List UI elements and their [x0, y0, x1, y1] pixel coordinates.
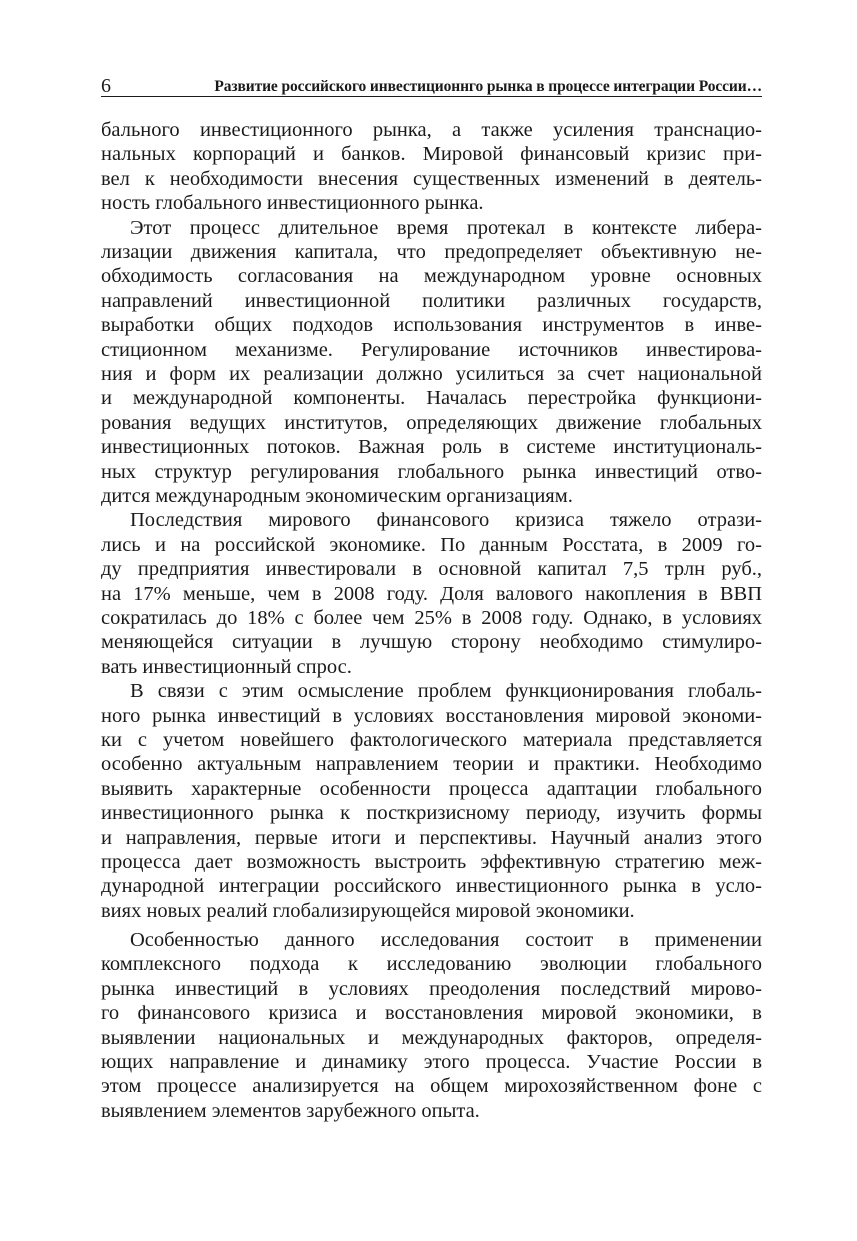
text-line: Особенностью данного исследования состоит в применении — [130, 929, 762, 951]
text-line: ность глобального инвестиционного рынка. — [101, 192, 484, 215]
text-line: выявлении национальных и международных факторов, определя- — [101, 1026, 762, 1049]
text-line: ющих направление и динамику этого процесса. Участие России в — [101, 1051, 762, 1073]
text-line: рынка инвестиций в условиях преодоления последствий мирово- — [101, 977, 762, 1000]
text-line: вел к необходимости внесения существенных изменений в деятель- — [101, 167, 762, 190]
text-line: виях новых реалий глобализирующейся мировой экономики. — [101, 899, 635, 922]
text-line: этом процессе анализируется на общем мирохозяйственном фоне с — [101, 1075, 762, 1098]
running-head — [101, 70, 762, 97]
text-line: вать инвестиционный спрос. — [101, 655, 352, 678]
running-title: Развитие российского инвестиционнго рынка в процессе интеграции России… — [214, 78, 762, 95]
text-line: комплексного подхода к исследованию эволюции глобального — [101, 953, 762, 976]
text-line: выявлением элементов зарубежного опыта. — [101, 1099, 480, 1122]
text-line: ния и форм их реализации должно усилиться за счет национальной — [101, 363, 762, 385]
text-line: сократилась до 18% с более чем 25% в 2008 году. Однако, в условиях — [101, 607, 762, 629]
text-line: инвестиционных потоков. Важная роль в системе институциональ- — [101, 436, 762, 459]
text-line: и направления, первые итоги и перспективы. Научный анализ этого — [101, 826, 762, 849]
text-line: обходимость согласования на международном уровне основных — [101, 265, 762, 288]
text-line: выработки общих подходов использования инструментов в инве- — [101, 314, 762, 337]
text-line: процесса дает возможность выстроить эффективную стратегию меж- — [101, 851, 762, 873]
text-line: инвестиционного рынка к посткризисному периоду, изучить формы — [101, 802, 762, 825]
text-line: рования ведущих институтов, определяющих движение глобальных — [101, 411, 762, 434]
text-line: нальных корпораций и банков. Мировой финансовый кризис при- — [101, 143, 762, 166]
text-line: лись и на российской экономике. По данным Росстата, в 2009 го- — [101, 533, 762, 556]
text-line: ки с учетом новейшего фактологического материала представляется — [101, 729, 762, 751]
text-line: ных структур регулирования глобального рынка инвестиций отво- — [101, 460, 762, 483]
text-line: и международной компоненты. Началась перестройка функциони- — [101, 387, 762, 410]
text-line: особенно актуальным направлением теории и практики. Необходимо — [101, 753, 762, 776]
text-line: ного рынка инвестиций в условиях восстановления мировой экономи- — [101, 704, 762, 727]
text-line: В связи с этим осмысление проблем функционирования глобаль- — [130, 680, 762, 703]
text-line: го финансового кризиса и восстановления мировой экономики, в — [101, 1002, 762, 1025]
text-line: бального инвестиционного рынка, а также усиления транснацио- — [101, 119, 762, 141]
text-line: стиционном механизме. Регулирование источников инвестирова- — [101, 338, 762, 361]
text-line: дится международным экономическим организациям. — [101, 485, 573, 507]
text-line: Этот процесс длительное время протекал в контексте либера- — [130, 216, 762, 239]
text-line: лизации движения капитала, что предопределяет объективную не- — [101, 241, 762, 263]
text-line: Последствия мирового финансового кризиса тяжело отрази- — [130, 509, 762, 532]
text-line: направлений инвестиционной политики различных государств, — [101, 289, 762, 312]
text-line: на 17% меньше, чем в 2008 году. Доля валового накопления в ВВП — [101, 582, 762, 605]
text-line: ду предприятия инвестировали в основной капитал 7,5 трлн руб., — [101, 558, 762, 581]
page-number: 6 — [101, 75, 111, 97]
text-line: дународной интеграции российского инвестиционного рынка в усло- — [101, 875, 762, 898]
text-line: меняющейся ситуации в лучшую сторону необходимо стимулиро- — [101, 631, 762, 654]
text-line: выявить характерные особенности процесса адаптации глобального — [101, 777, 762, 800]
